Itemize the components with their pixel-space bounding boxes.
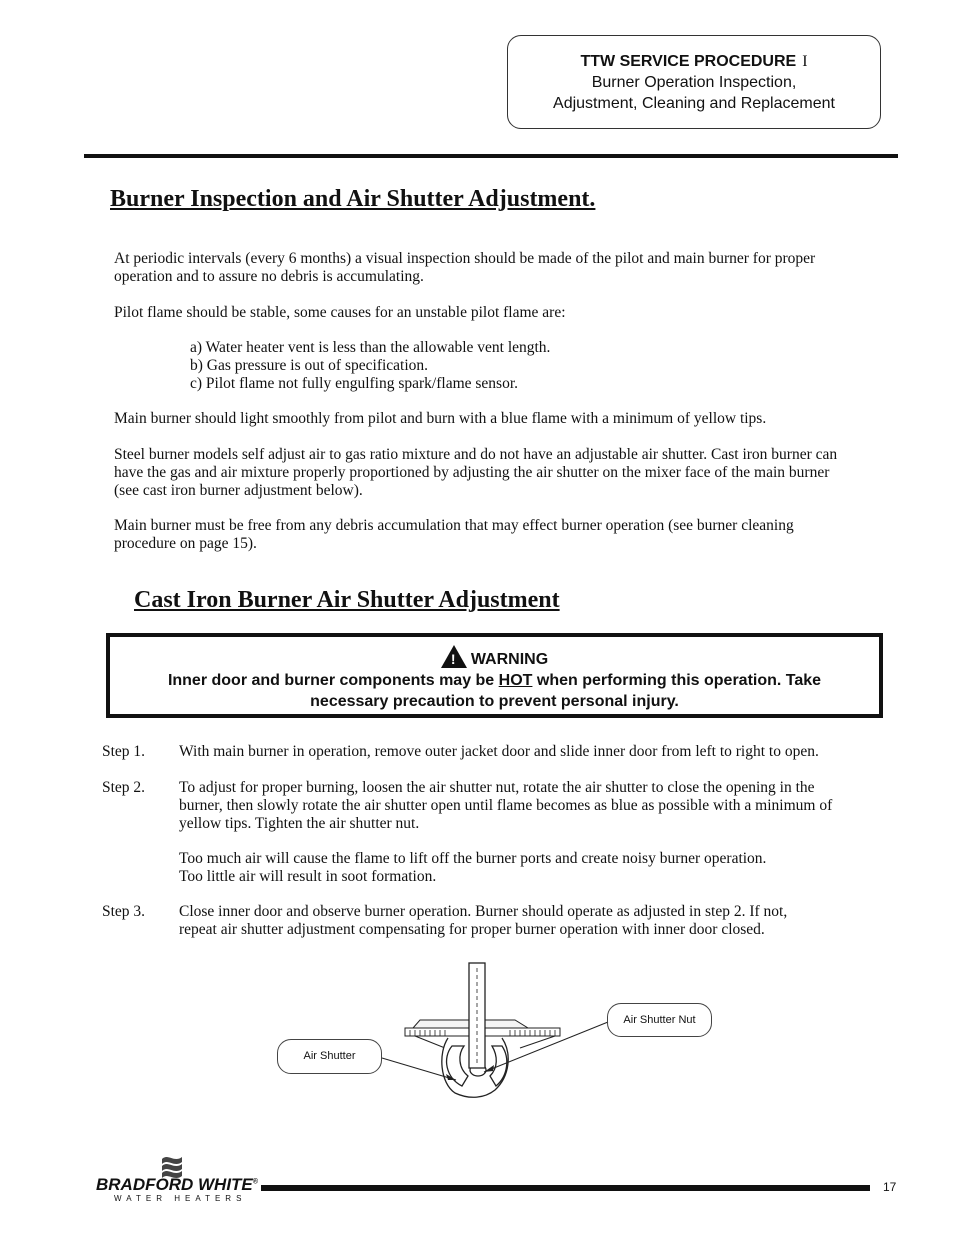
procedure-header-box — [507, 35, 881, 129]
pilot-causes-list — [190, 339, 550, 393]
page-number: 17 — [883, 1180, 897, 1194]
text-line: At periodic intervals (every 6 months) a visual inspection should be made of the pilot and main burner for proper — [114, 250, 816, 267]
warning-text: when performing this operation. Take — [532, 672, 822, 689]
procedure-number: I — [802, 53, 808, 70]
callout-air-shutter: Air Shutter — [277, 1039, 382, 1074]
registered-mark: ® — [252, 1178, 258, 1186]
step-3-text — [179, 903, 787, 939]
text-line: Too much air will cause the flame to lift off the burner ports and create noisy burner operation. — [179, 850, 767, 867]
text-line: To adjust for proper burning, loosen the air shutter nut, rotate the air shutter to close the opening in the — [179, 779, 815, 796]
paragraph-main-burner — [114, 410, 766, 428]
paragraph-pilot-flame — [114, 304, 566, 322]
warning-title-line — [110, 645, 879, 670]
section-heading-cast-iron: Cast Iron Burner Air Shutter Adjustment — [134, 587, 560, 613]
warning-line-2: necessary precaution to prevent personal injury. — [310, 693, 679, 710]
text-line: have the gas and air mixture properly proportioned by adjusting the air shutter on the mixer face of the main burner — [114, 464, 830, 481]
warning-hot-emphasis: HOT — [498, 672, 533, 689]
brand-subtitle: WATER HEATERS — [114, 1194, 247, 1203]
procedure-subtitle-1: Burner Operation Inspection, — [591, 74, 797, 91]
text-line: Main burner must be free from any debris accumulation that may effect burner operation (see burner cleaning — [114, 517, 794, 534]
paragraph-inspection-intro — [114, 250, 815, 286]
list-item: c) Pilot flame not fully engulfing spark/flame sensor. — [190, 375, 519, 392]
brand-name-text: BRADFORD WHITE — [96, 1175, 253, 1194]
warning-text: Inner door and burner components may be — [167, 672, 499, 689]
procedure-title: TTW SERVICE PROCEDURE — [580, 53, 797, 70]
step-2-label: Step 2. — [102, 779, 146, 796]
step-1-label: Step 1. — [102, 743, 146, 760]
procedure-title-line — [508, 51, 880, 72]
warning-line-1 — [110, 670, 879, 691]
text-line: procedure on page 15). — [114, 535, 257, 552]
step-2-note — [179, 850, 766, 886]
text-line: Too little air will result in soot formation. — [179, 868, 437, 885]
gas-pipe — [469, 963, 485, 1068]
text-line: Pilot flame should be stable, some causes for an unstable pilot flame are: — [114, 304, 566, 321]
text-line: Close inner door and observe burner operation. Burner should operate as adjusted in step 2. If not, — [179, 903, 788, 920]
footer-divider — [261, 1185, 870, 1191]
callout-air-shutter-nut: Air Shutter Nut — [607, 1003, 712, 1037]
list-item: a) Water heater vent is less than the allowable vent length. — [190, 339, 551, 356]
text-line: yellow tips. Tighten the air shutter nut. — [179, 815, 420, 832]
list-item: b) Gas pressure is out of specification. — [190, 357, 429, 374]
warning-title: WARNING — [470, 651, 549, 668]
step-1-text — [179, 743, 819, 761]
brand-name — [96, 1175, 258, 1195]
header-divider — [84, 154, 898, 158]
text-line: burner, then slowly rotate the air shutter open until flame becomes as blue as possible with a minimum of — [179, 797, 833, 814]
text-line: repeat air shutter adjustment compensating for proper burner operation with inner door closed. — [179, 921, 765, 938]
text-line: With main burner in operation, remove outer jacket door and slide inner door from left to right to open. — [179, 743, 819, 760]
text-line: (see cast iron burner adjustment below). — [114, 482, 363, 499]
step-2-text — [179, 779, 832, 833]
paragraph-steel-burner — [114, 446, 837, 500]
text-line: operation and to assure no debris is accumulating. — [114, 268, 424, 285]
procedure-subtitle-2: Adjustment, Cleaning and Replacement — [553, 95, 835, 112]
text-line: Main burner should light smoothly from pilot and burn with a blue flame with a minimum of yellow tips. — [114, 410, 767, 427]
paragraph-debris — [114, 517, 794, 553]
step-3-label: Step 3. — [102, 903, 146, 920]
text-line: Steel burner models self adjust air to gas ratio mixture and do not have an adjustable air shutter. Cast iron burner can — [114, 446, 838, 463]
warning-box — [106, 633, 883, 718]
warning-triangle-icon — [441, 645, 467, 668]
section-heading-inspection: Burner Inspection and Air Shutter Adjustment. — [110, 186, 596, 212]
